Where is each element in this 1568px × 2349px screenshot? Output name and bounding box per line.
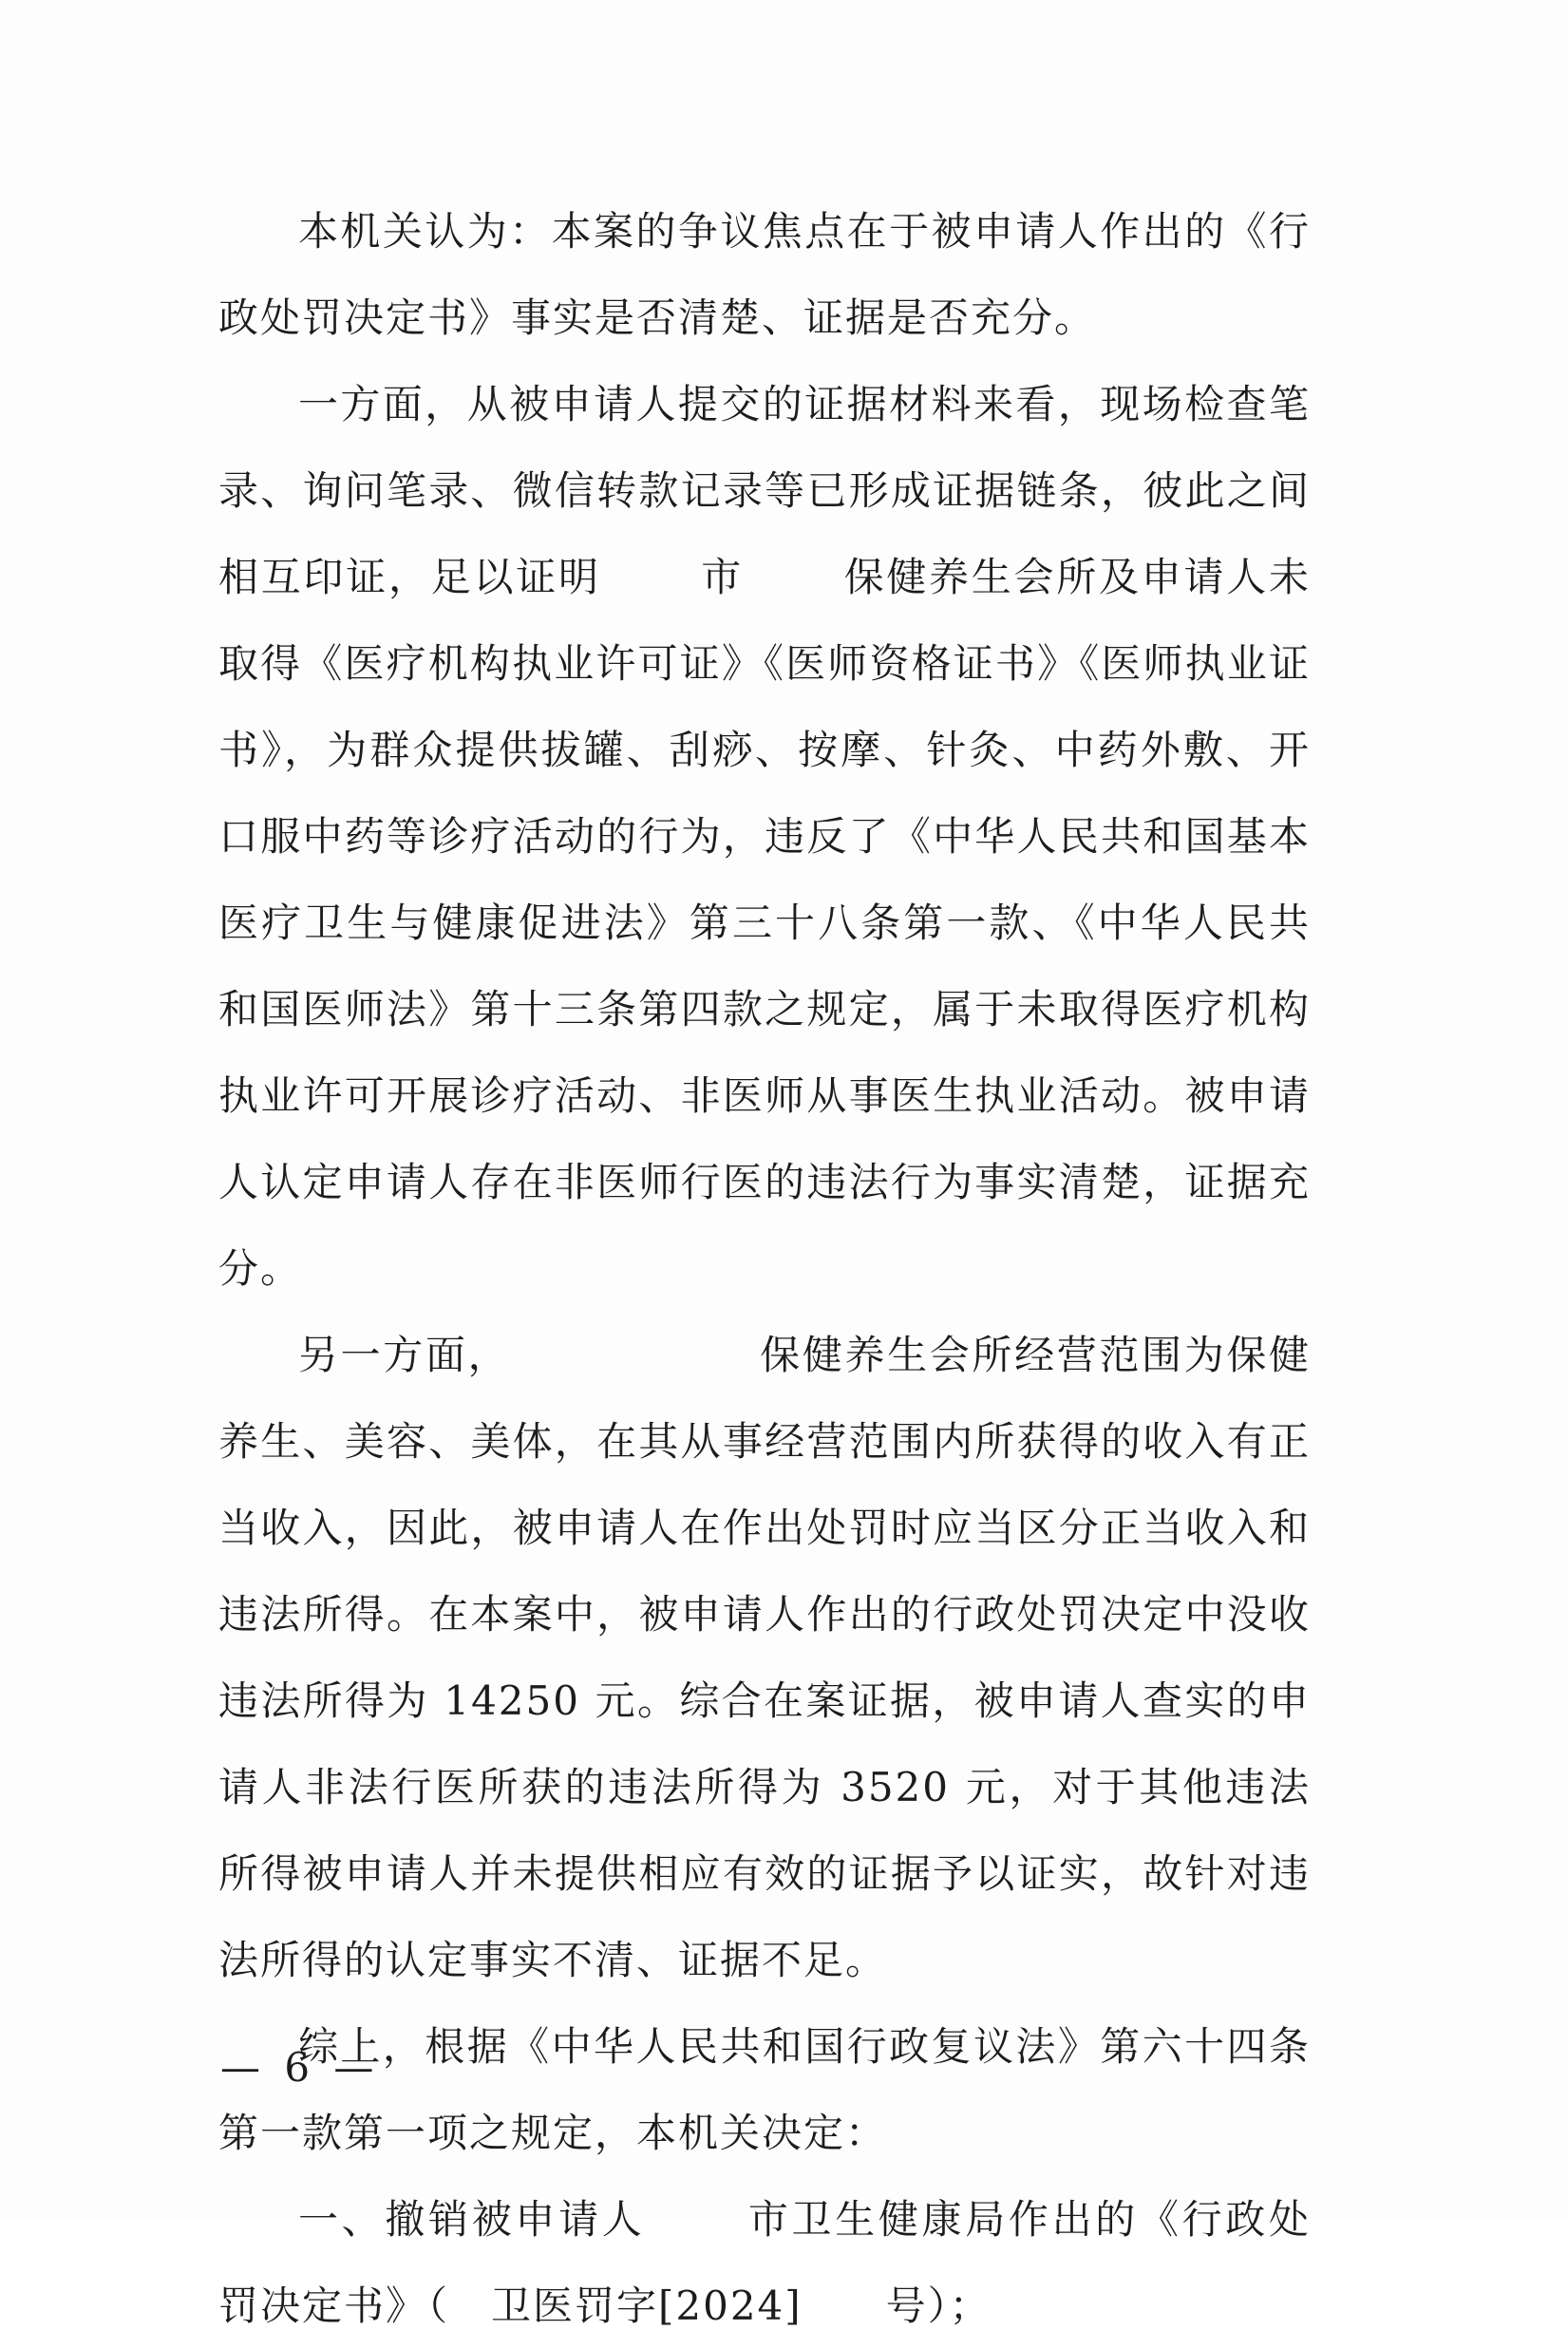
paragraph-conclusion: 综上，根据《中华人民共和国行政复议法》第六十四条第一款第一项之规定，本机关决定： [218, 2023, 1311, 2156]
document-body [218, 188, 1311, 2349]
page-number: — 6 — [220, 2044, 380, 2091]
paragraph-first-aspect: 一方面，从被申请人提交的证据材料来看，现场检查笔录、询问笔录、微信转款记录等已形成证据链条，彼此之间相互印证，足以证明 市 保健养生会所及申请人未取得《医疗机构执业许可证》《医师资格证书》《医师执业证书》，为群众提供拔罐、刮痧、按摩、针灸、中药外敷、开口服中药等诊疗活动的行为，违反了《中华人民共和国基本医疗卫生与健康促进法》第三十八条第一款、《中华人民共和国医师法》第十三条第四款之规定，属于未取得医疗机构执业许可开展诊疗活动、非医师从事医生执业活动。被申请人认定申请人存在非医师行医的违法行为事实清楚，证据充分。 [218, 381, 1311, 1292]
decision-item-1: 一、撤销被申请人 市卫生健康局作出的《行政处罚决定书》（ 卫医罚字[2024] 号）； [218, 2196, 1311, 2329]
paragraph-opinion: 本机关认为：本案的争议焦点在于被申请人作出的《行政处罚决定书》事实是否清楚、证据是否充分。 [218, 208, 1311, 341]
paragraph-second-aspect: 另一方面， 保健养生会所经营范围为保健养生、美容、美体，在其从事经营范围内所获得的收入有正当收入，因此，被申请人在作出处罚时应当区分正当收入和违法所得。在本案中，被申请人作出的行政处罚决定中没收违法所得为 14250 元。综合在案证据，被申请人查实的申请人非法行医所获的违法所得为 3520 元，对于其他违法所得被申请人并未提供相应有效的证据予以证实，故针对违法所得的认定事实不清、证据不足。 [218, 1332, 1311, 1983]
